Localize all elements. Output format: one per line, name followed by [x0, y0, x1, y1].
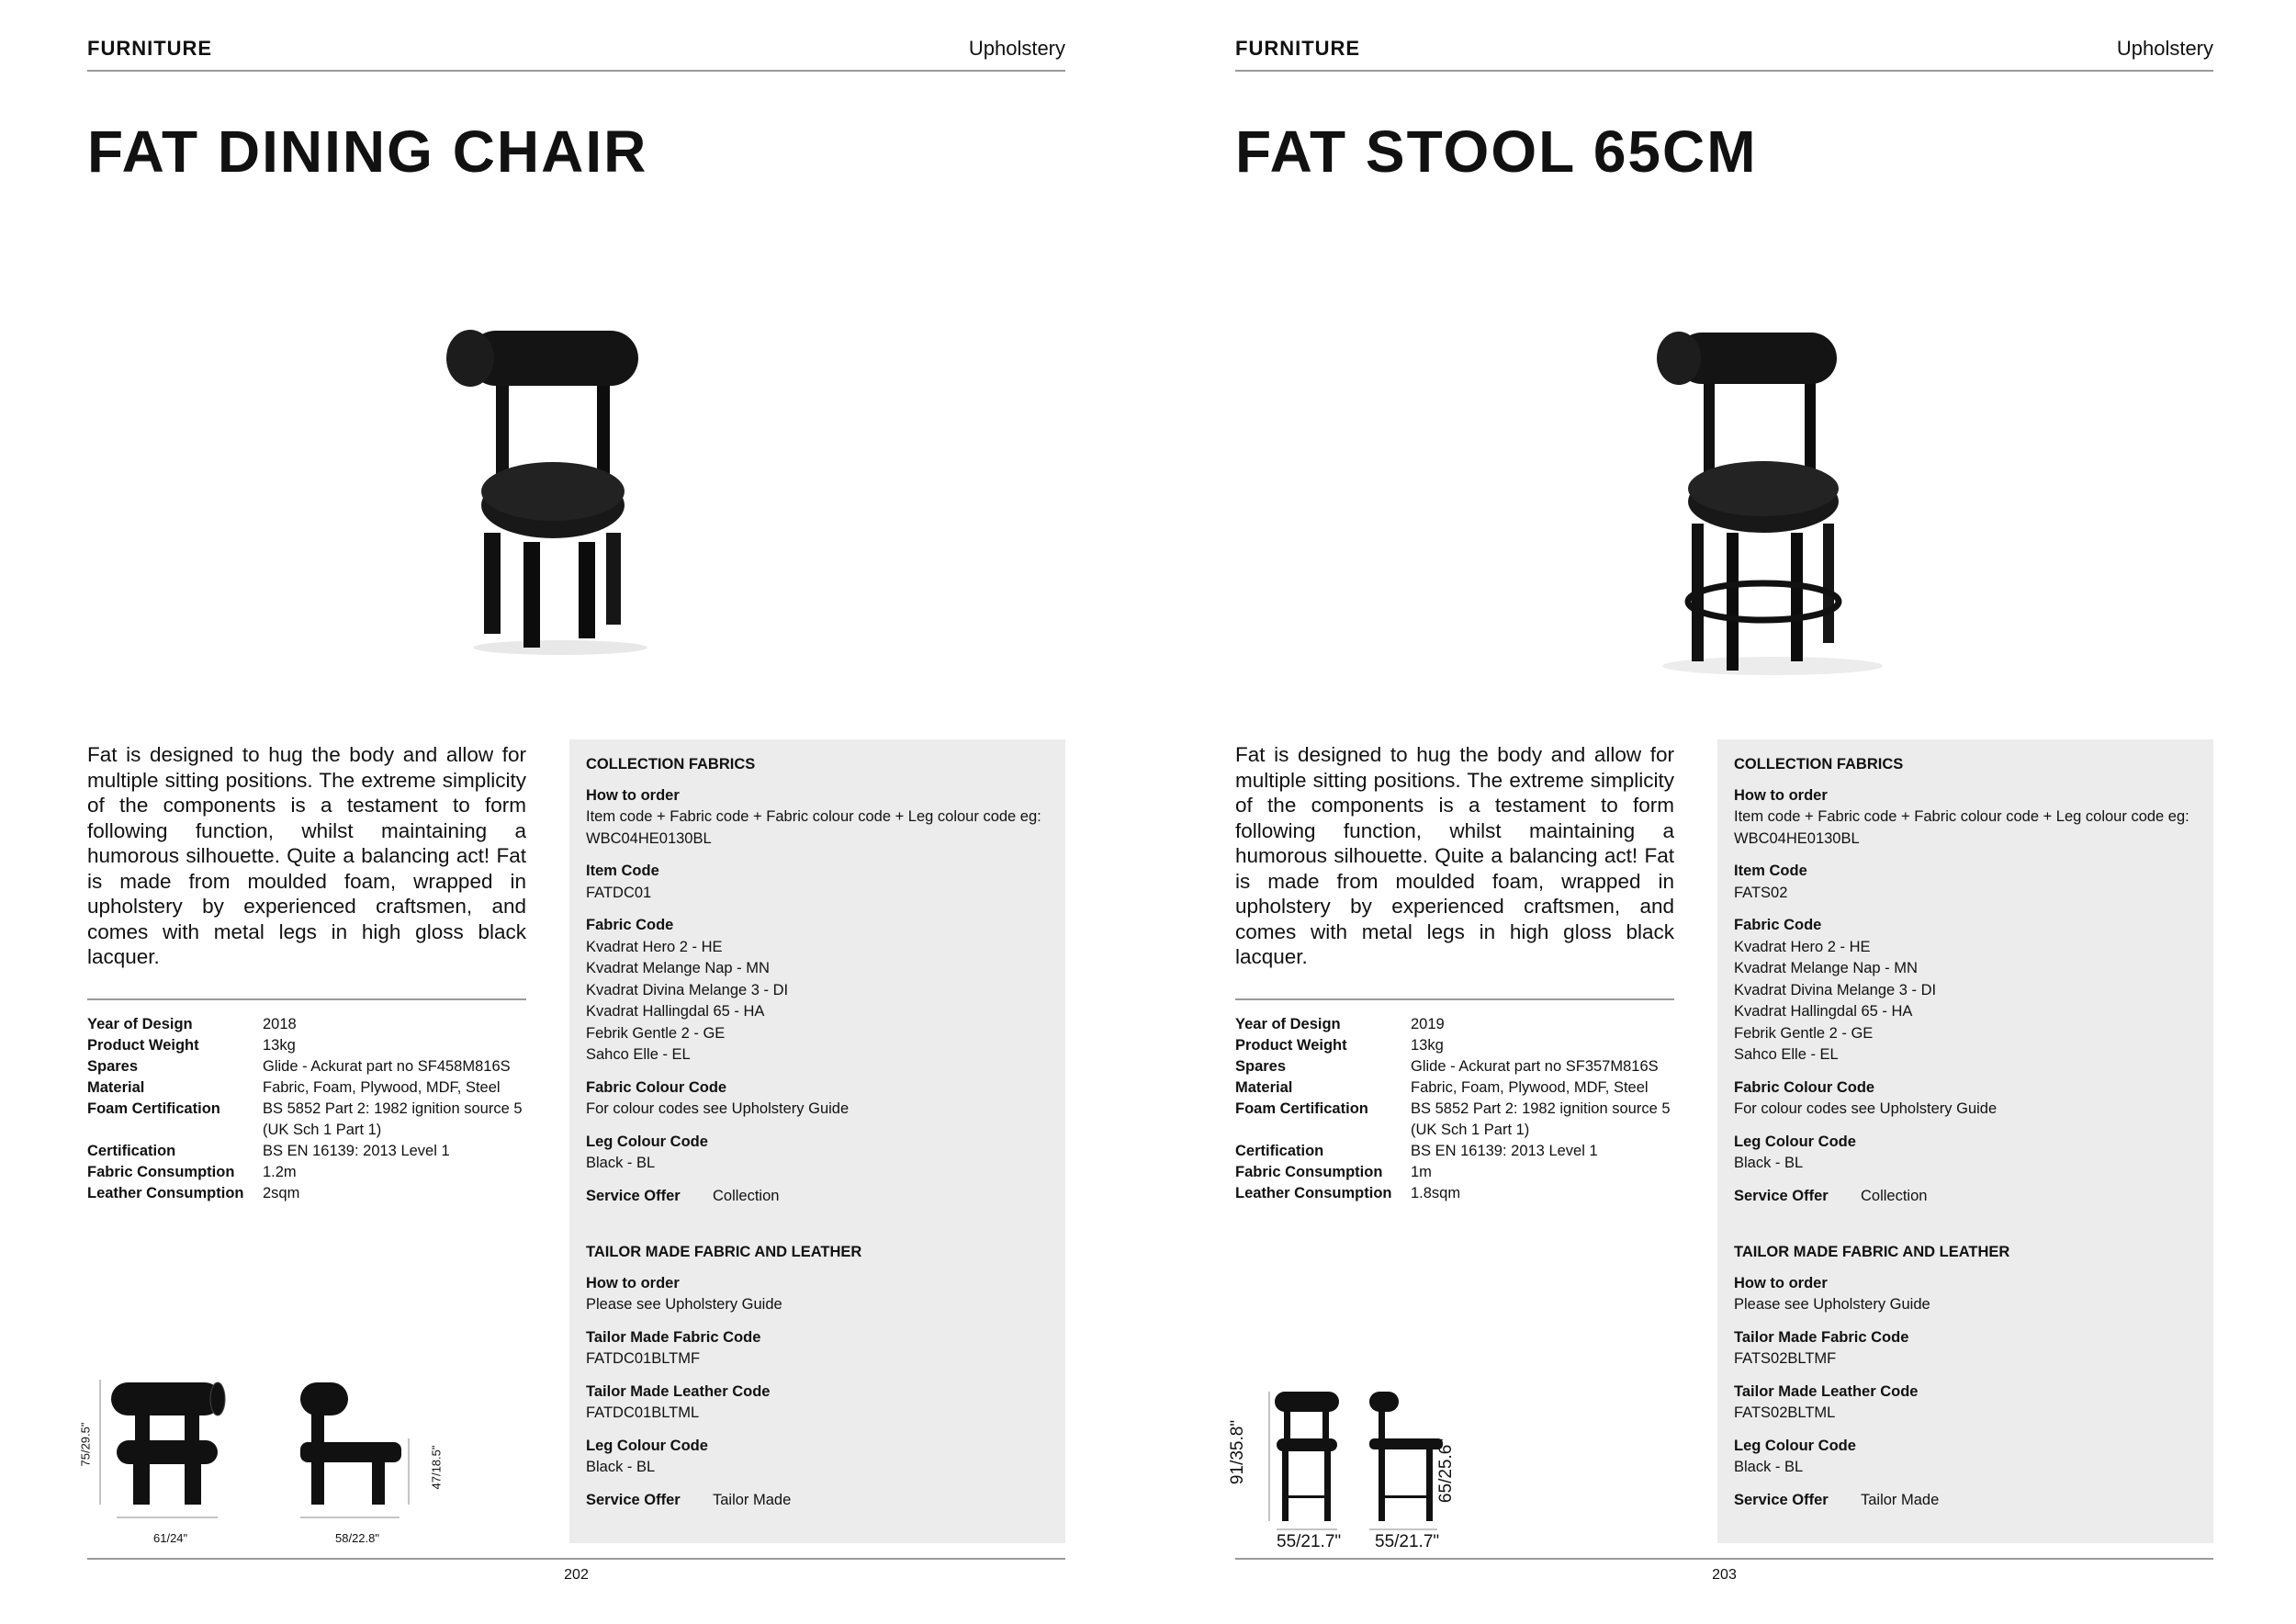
spec-value: 2sqm — [263, 1185, 300, 1201]
spec-label: Spares — [87, 1058, 139, 1075]
fabric-code — [586, 915, 1049, 1066]
fabric-colour-code — [1734, 1077, 2197, 1121]
page-number: 203 — [1712, 1567, 1737, 1583]
how-to-order-text: Item code + Fabric code + Fabric colour code + Leg colour code eg: WBC04HE0130BL — [1734, 808, 2189, 847]
fabric-colour-text: For colour codes see Upholstery Guide — [1734, 1100, 1998, 1117]
spec-table — [87, 1014, 528, 1204]
spec-row — [1235, 1035, 1676, 1056]
spec-row — [1235, 1099, 1676, 1141]
spec-value: 1m — [1411, 1164, 1432, 1180]
leg-colour-label: Leg Colour Code — [1734, 1133, 1856, 1150]
spec-label: Material — [87, 1079, 145, 1096]
spec-label: Certification — [87, 1143, 176, 1159]
spec-label: Fabric Consumption — [1235, 1164, 1383, 1180]
tm-how-to-order — [1734, 1273, 2197, 1316]
tm-service-value: Tailor Made — [1861, 1491, 1940, 1508]
page-footer-rule — [87, 1558, 1065, 1560]
service-offer — [586, 1186, 1049, 1208]
spec-label: Leather Consumption — [1235, 1185, 1392, 1201]
tm-leg-text: Black - BL — [586, 1459, 656, 1475]
spec-value: BS EN 16139: 2013 Level 1 — [1411, 1143, 1598, 1159]
tailor-made-heading: TAILOR MADE FABRIC AND LEATHER — [1734, 1244, 2010, 1260]
fabric-code-item: Kvadrat Melange Nap - MN — [1734, 960, 1918, 976]
product-title: FAT DINING CHAIR — [87, 118, 648, 185]
spec-row — [87, 1077, 528, 1099]
ordering-panel — [569, 739, 1065, 1543]
spec-label: Year of Design — [87, 1016, 193, 1032]
spec-label: Material — [1235, 1079, 1293, 1096]
page-footer-rule — [1235, 1558, 2213, 1560]
item-code-value: FATDC01 — [586, 884, 652, 901]
spec-value: 13kg — [1411, 1037, 1444, 1054]
fabric-code-item: Kvadrat Hero 2 - HE — [586, 938, 723, 955]
tm-service-value: Tailor Made — [713, 1491, 792, 1508]
spec-value: 2018 — [263, 1016, 297, 1032]
category-label: Upholstery — [2116, 37, 2213, 60]
fabric-colour-code — [586, 1077, 1049, 1121]
tm-service-label: Service Offer — [1734, 1491, 1829, 1508]
page-header — [87, 35, 1065, 72]
fabric-colour-label: Fabric Colour Code — [1734, 1078, 1875, 1096]
spec-value: Fabric, Foam, Plywood, MDF, Steel — [1411, 1079, 1649, 1096]
tm-how-label: How to order — [1734, 1274, 1828, 1291]
spec-label: Year of Design — [1235, 1016, 1341, 1032]
stool-side-drawing — [1364, 1387, 1446, 1534]
front-width-dim: 55/21.7" — [1277, 1532, 1342, 1551]
spec-row — [87, 1183, 528, 1204]
fabric-colour-text: For colour codes see Upholstery Guide — [586, 1100, 850, 1117]
spec-value: 13kg — [263, 1037, 296, 1054]
spec-row — [87, 1056, 528, 1077]
catalog-page-203 — [1148, 0, 2296, 1624]
divider — [87, 998, 526, 1000]
tm-fabric-code — [1734, 1327, 2197, 1370]
tm-leg-label: Leg Colour Code — [1734, 1437, 1856, 1454]
fabric-code-item: Kvadrat Hallingdal 65 - HA — [1734, 1003, 1913, 1020]
fabric-code-label: Fabric Code — [586, 917, 674, 933]
spec-value: BS EN 16139: 2013 Level 1 — [263, 1143, 450, 1159]
spec-value: Glide - Ackurat part no SF357M816S — [1411, 1058, 1659, 1075]
leg-colour-text: Black - BL — [1734, 1155, 1804, 1171]
item-code — [586, 861, 1049, 904]
category-label: Upholstery — [968, 37, 1065, 60]
spec-row — [87, 1141, 528, 1162]
section-label: FURNITURE — [87, 37, 213, 60]
fabric-code-item: Febrik Gentle 2 - GE — [1734, 1024, 1874, 1042]
spec-row — [87, 1014, 528, 1035]
service-offer-value: Collection — [1861, 1187, 1928, 1204]
fabric-code-item: Sahco Elle - EL — [586, 1046, 691, 1063]
spec-row — [1235, 1077, 1676, 1099]
item-code-label: Item Code — [1734, 863, 1807, 879]
page-header — [1235, 35, 2213, 72]
spec-row — [1235, 1141, 1676, 1162]
side-width-dim: 58/22.8" — [335, 1531, 379, 1545]
how-to-order-text: Item code + Fabric code + Fabric colour code + Leg colour code eg: WBC04HE0130BL — [586, 808, 1041, 847]
tm-leg-colour-code — [586, 1436, 1049, 1479]
tm-fabric-label: Tailor Made Fabric Code — [1734, 1328, 1909, 1346]
service-offer-label: Service Offer — [586, 1187, 681, 1204]
product-title: FAT STOOL 65CM — [1235, 118, 1758, 185]
spec-value: 1.2m — [263, 1164, 297, 1180]
tm-how-text: Please see Upholstery Guide — [1734, 1296, 1930, 1313]
spec-label: Spares — [1235, 1058, 1287, 1075]
fabric-code-item: Kvadrat Hallingdal 65 - HA — [586, 1003, 765, 1020]
tm-how-to-order — [586, 1273, 1049, 1316]
tailor-made-heading: TAILOR MADE FABRIC AND LEATHER — [586, 1244, 862, 1260]
spec-label: Fabric Consumption — [87, 1164, 235, 1180]
tm-fabric-value: FATS02BLTMF — [1734, 1350, 1837, 1367]
leg-colour-code — [586, 1132, 1049, 1175]
fabric-code-item: Kvadrat Divina Melange 3 - DI — [1734, 981, 1937, 998]
ordering-panel — [1717, 739, 2213, 1543]
fabric-colour-label: Fabric Colour Code — [586, 1078, 727, 1096]
spec-value: BS 5852 Part 2: 1982 ignition source 5 (UK Sch 1 Part 1) — [263, 1100, 523, 1138]
tm-fabric-label: Tailor Made Fabric Code — [586, 1328, 761, 1346]
spec-row — [1235, 1056, 1676, 1077]
dimension-drawings — [1226, 1350, 1612, 1552]
spec-row — [1235, 1183, 1676, 1204]
fabric-code-item: Kvadrat Melange Nap - MN — [586, 960, 770, 976]
product-description: Fat is designed to hug the body and allow for multiple sitting positions. The extreme simplicity of the components is a testament to form following function, whilst maintaining a humorous silhouette. Quite a balancing act! Fat is made from moulded foam, wrapped in upholstery by experienced craftsmen, and comes with metal legs in high gloss black lacquer. — [1235, 743, 1674, 968]
side-height-dim: 47/18.5" — [429, 1445, 444, 1490]
tm-leather-value: FATDC01BLTML — [586, 1404, 700, 1421]
front-height-dim: 75/29.5" — [78, 1422, 93, 1467]
spec-label: Product Weight — [87, 1037, 199, 1054]
item-code-value: FATS02 — [1734, 884, 1788, 901]
divider — [1235, 998, 1674, 1000]
collection-fabrics-heading: COLLECTION FABRICS — [1734, 756, 1904, 773]
tm-leather-code — [586, 1382, 1049, 1425]
leg-colour-code — [1734, 1132, 2197, 1175]
spec-value: 1.8sqm — [1411, 1185, 1461, 1201]
how-to-order — [586, 785, 1049, 851]
fabric-code — [1734, 915, 2197, 1066]
item-code — [1734, 861, 2197, 904]
collection-fabrics-heading: COLLECTION FABRICS — [586, 756, 756, 773]
tm-service-offer — [586, 1490, 1049, 1512]
service-offer — [1734, 1186, 2197, 1208]
tm-fabric-value: FATDC01BLTMF — [586, 1350, 701, 1367]
side-width-dim: 55/21.7" — [1375, 1532, 1440, 1551]
dimension-drawings — [78, 1350, 464, 1552]
fabric-code-item: Kvadrat Divina Melange 3 - DI — [586, 981, 789, 998]
spec-table — [1235, 1014, 1676, 1204]
product-description: Fat is designed to hug the body and allow for multiple sitting positions. The extreme simplicity of the components is a testament to form following function, whilst maintaining a humorous silhouette. Quite a balancing act! Fat is made from moulded foam, wrapped in upholstery by experienced craftsmen, and comes with metal legs in high gloss black lacquer. — [87, 743, 526, 968]
spec-label: Certification — [1235, 1143, 1324, 1159]
chair-side-drawing — [289, 1369, 418, 1525]
tm-fabric-code — [586, 1327, 1049, 1370]
leg-colour-text: Black - BL — [586, 1155, 656, 1171]
fabric-code-item: Febrik Gentle 2 - GE — [586, 1024, 726, 1042]
chair-front-drawing — [98, 1369, 236, 1525]
dining-chair-photo — [432, 321, 680, 661]
tm-leg-colour-code — [1734, 1436, 2197, 1479]
fabric-code-label: Fabric Code — [1734, 917, 1822, 933]
spec-label: Leather Consumption — [87, 1185, 244, 1201]
page-number: 202 — [564, 1567, 589, 1583]
tm-how-label: How to order — [586, 1274, 680, 1291]
tm-service-label: Service Offer — [586, 1491, 681, 1508]
leg-colour-label: Leg Colour Code — [586, 1133, 708, 1150]
section-label: FURNITURE — [1235, 37, 1361, 60]
spec-label: Foam Certification — [1235, 1100, 1368, 1117]
spec-row — [87, 1035, 528, 1056]
tm-leather-value: FATS02BLTML — [1734, 1404, 1836, 1421]
service-offer-value: Collection — [713, 1187, 780, 1204]
front-height-dim: 91/35.8" — [1228, 1419, 1248, 1485]
item-code-label: Item Code — [586, 863, 659, 879]
spec-row — [87, 1162, 528, 1183]
tm-leather-label: Tailor Made Leather Code — [586, 1382, 771, 1400]
spec-label: Product Weight — [1235, 1037, 1347, 1054]
stool-photo — [1616, 321, 1910, 689]
side-height-dim: 65/25.6" — [1436, 1438, 1457, 1504]
spec-value: Glide - Ackurat part no SF458M816S — [263, 1058, 511, 1075]
spec-row — [1235, 1014, 1676, 1035]
spec-value: 2019 — [1411, 1016, 1445, 1032]
fabric-code-item: Sahco Elle - EL — [1734, 1046, 1839, 1063]
how-to-order — [1734, 785, 2197, 851]
fabric-code-item: Kvadrat Hero 2 - HE — [1734, 938, 1871, 955]
spec-label: Foam Certification — [87, 1100, 220, 1117]
service-offer-label: Service Offer — [1734, 1187, 1829, 1204]
spec-value: BS 5852 Part 2: 1982 ignition source 5 (UK Sch 1 Part 1) — [1411, 1100, 1671, 1138]
how-to-order-label: How to order — [1734, 786, 1828, 804]
tm-leather-label: Tailor Made Leather Code — [1734, 1382, 1919, 1400]
how-to-order-label: How to order — [586, 786, 680, 804]
spec-row — [1235, 1162, 1676, 1183]
spec-row — [87, 1099, 528, 1141]
spec-value: Fabric, Foam, Plywood, MDF, Steel — [263, 1079, 501, 1096]
front-width-dim: 61/24" — [153, 1531, 188, 1545]
tm-service-offer — [1734, 1490, 2197, 1512]
stool-front-drawing — [1267, 1387, 1341, 1534]
tm-leg-text: Black - BL — [1734, 1459, 1804, 1475]
tm-leg-label: Leg Colour Code — [586, 1437, 708, 1454]
tm-how-text: Please see Upholstery Guide — [586, 1296, 782, 1313]
tm-leather-code — [1734, 1382, 2197, 1425]
